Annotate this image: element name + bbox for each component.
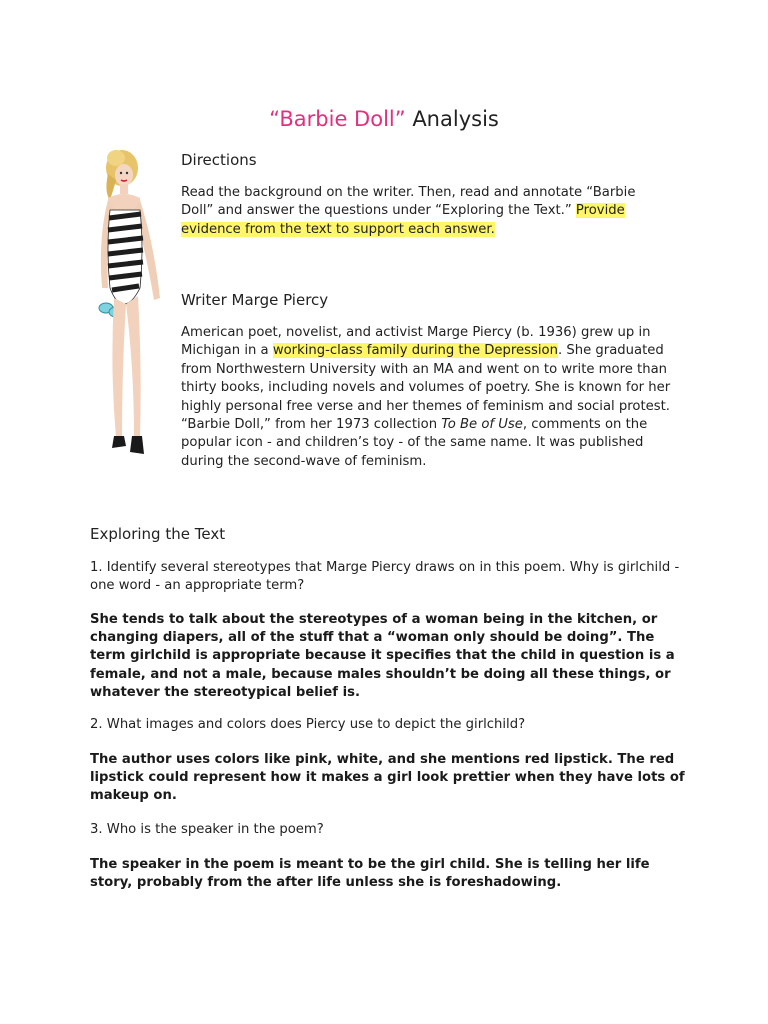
question-2: 2. What images and colors does Piercy use to depict the girlchild? [90, 717, 526, 732]
writer-highlight: working-class family during the Depression [272, 343, 558, 359]
writer-body-b: . She graduated from Northwestern University with an MA and went on to write more than thirty books, including novels and volumes of poetry. She is known for her highly personal free verse and her themes of feminism and social protest. “Barbie Doll,” from her 1973 collection [181, 343, 671, 433]
directions-highlight: Provide evidence from the text to support each answer. [181, 203, 625, 237]
answer-3: The speaker in the poem is meant to be the girl child. She is telling her life story, probably from the after life unless she is foreshadowing. [90, 857, 650, 891]
writer-collection-title: To Be of Use [441, 417, 523, 433]
question-1: 1. Identify several stereotypes that Marge Piercy draws on in this poem. Why is girlchild - one word - an appropriate term? [90, 560, 680, 593]
page-title [0, 104, 768, 134]
title-poem-name: “Barbie Doll” [269, 107, 406, 131]
question-3: 3. Who is the speaker in the poem? [90, 822, 324, 837]
answer-2: The author uses colors like pink, white, and she mentions red lipstick. The red lipstick could represent how it makes a girl look prettier when they have lots of makeup on. [90, 752, 685, 804]
directions-text [181, 184, 661, 239]
answer-1: She tends to talk about the stereotypes of a woman being in the kitchen, or changing diapers, all of the stuff that a “woman only should be doing”. The term girlchild is appropriate because it specifies that the child in question is a female, and not a male, because males shouldn’t be doing all these things, or whatever the stereotypical belief is. [90, 612, 675, 700]
writer-body-a: American poet, novelist, and activist Marge Piercy (b. 1936) grew up in Michigan in a [181, 325, 651, 359]
writer-heading: Writer Marge Piercy [181, 291, 329, 309]
writer-text [181, 324, 677, 471]
writer-body-c: , comments on the popular icon - and children’s toy - of the same name. It was published during the second-wave of feminism. [181, 417, 648, 469]
barbie-doll-image [88, 148, 172, 468]
directions-heading: Directions [181, 151, 257, 169]
exploring-heading: Exploring the Text [90, 525, 226, 543]
title-analysis: Analysis [405, 107, 499, 131]
directions-body: Read the background on the writer. Then, read and annotate “Barbie Doll” and answer the questions under “Exploring the Text.” [181, 185, 636, 219]
